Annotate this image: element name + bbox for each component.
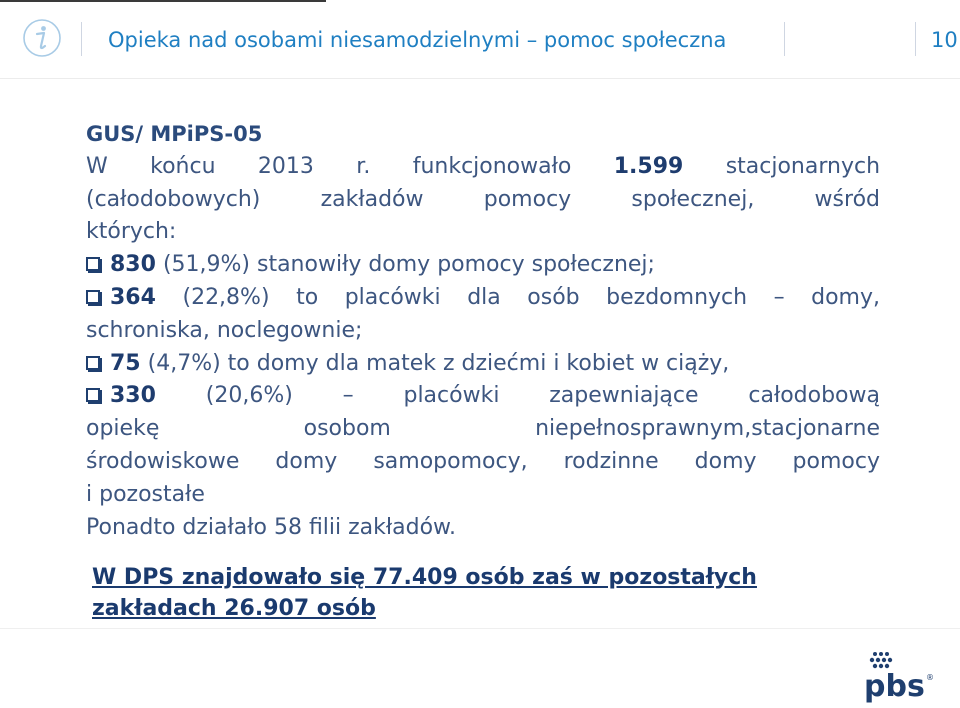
list-item-continuation: schroniska, noclegownie; bbox=[86, 317, 363, 343]
header-separator bbox=[0, 78, 960, 79]
intro-line-1: W końcu 2013 r. funkcjonowało 1.599 stacjonarnych bbox=[86, 153, 881, 179]
checkbox-bullet-icon bbox=[86, 356, 100, 370]
list-item-continuation: i pozostałe bbox=[86, 481, 205, 507]
top-rule bbox=[0, 0, 326, 2]
list-item: 830 (51,9%) stanowiły domy pomocy społecznej; bbox=[86, 249, 880, 282]
page-title: Opieka nad osobami niesamodzielnymi – pomoc społeczna bbox=[108, 28, 727, 52]
checkbox-bullet-icon bbox=[86, 290, 100, 304]
footer-line: Ponadto działało 58 filii zakładów. bbox=[86, 514, 457, 540]
section-heading: GUS/ MPiPS-05 bbox=[86, 122, 263, 146]
svg-text:pbs: pbs bbox=[864, 669, 925, 704]
info-icon bbox=[22, 18, 62, 58]
checkbox-bullet-icon bbox=[86, 388, 100, 402]
body-text bbox=[86, 118, 880, 544]
list-item-continuation: opiekę osobom niepełnosprawnym,stacjonarne bbox=[86, 416, 880, 442]
svg-text:®: ® bbox=[926, 673, 934, 682]
pbs-logo bbox=[858, 650, 938, 704]
summary-line-1: W DPS znajdowało się 77.409 osób zaś w pozostałych bbox=[92, 565, 757, 590]
summary-line-2: zakładach 26.907 osób bbox=[92, 596, 376, 621]
footer-separator bbox=[0, 628, 960, 629]
intro-line-2: (całodobowych) zakładów pomocy społecznej, wśród bbox=[86, 186, 880, 212]
list-item: 330 (20,6%) – placówki zapewniające całodobową bbox=[86, 380, 880, 413]
header-divider-left bbox=[81, 22, 82, 56]
list-item-continuation: środowiskowe domy samopomocy, rodzinne domy pomocy bbox=[86, 448, 880, 474]
summary-highlight bbox=[92, 562, 832, 624]
page-number: 10 bbox=[931, 28, 958, 52]
list-item: 75 (4,7%) to domy dla matek z dziećmi i kobiet w ciąży, bbox=[86, 348, 880, 381]
header-divider-right bbox=[915, 22, 916, 56]
intro-line-3: których: bbox=[86, 219, 177, 245]
checkbox-bullet-icon bbox=[86, 257, 100, 271]
header-divider-mid bbox=[784, 22, 785, 56]
list-item: 364 (22,8%) to placówki dla osób bezdomnych – domy, bbox=[86, 282, 880, 315]
facility-count: 1.599 bbox=[613, 153, 684, 179]
